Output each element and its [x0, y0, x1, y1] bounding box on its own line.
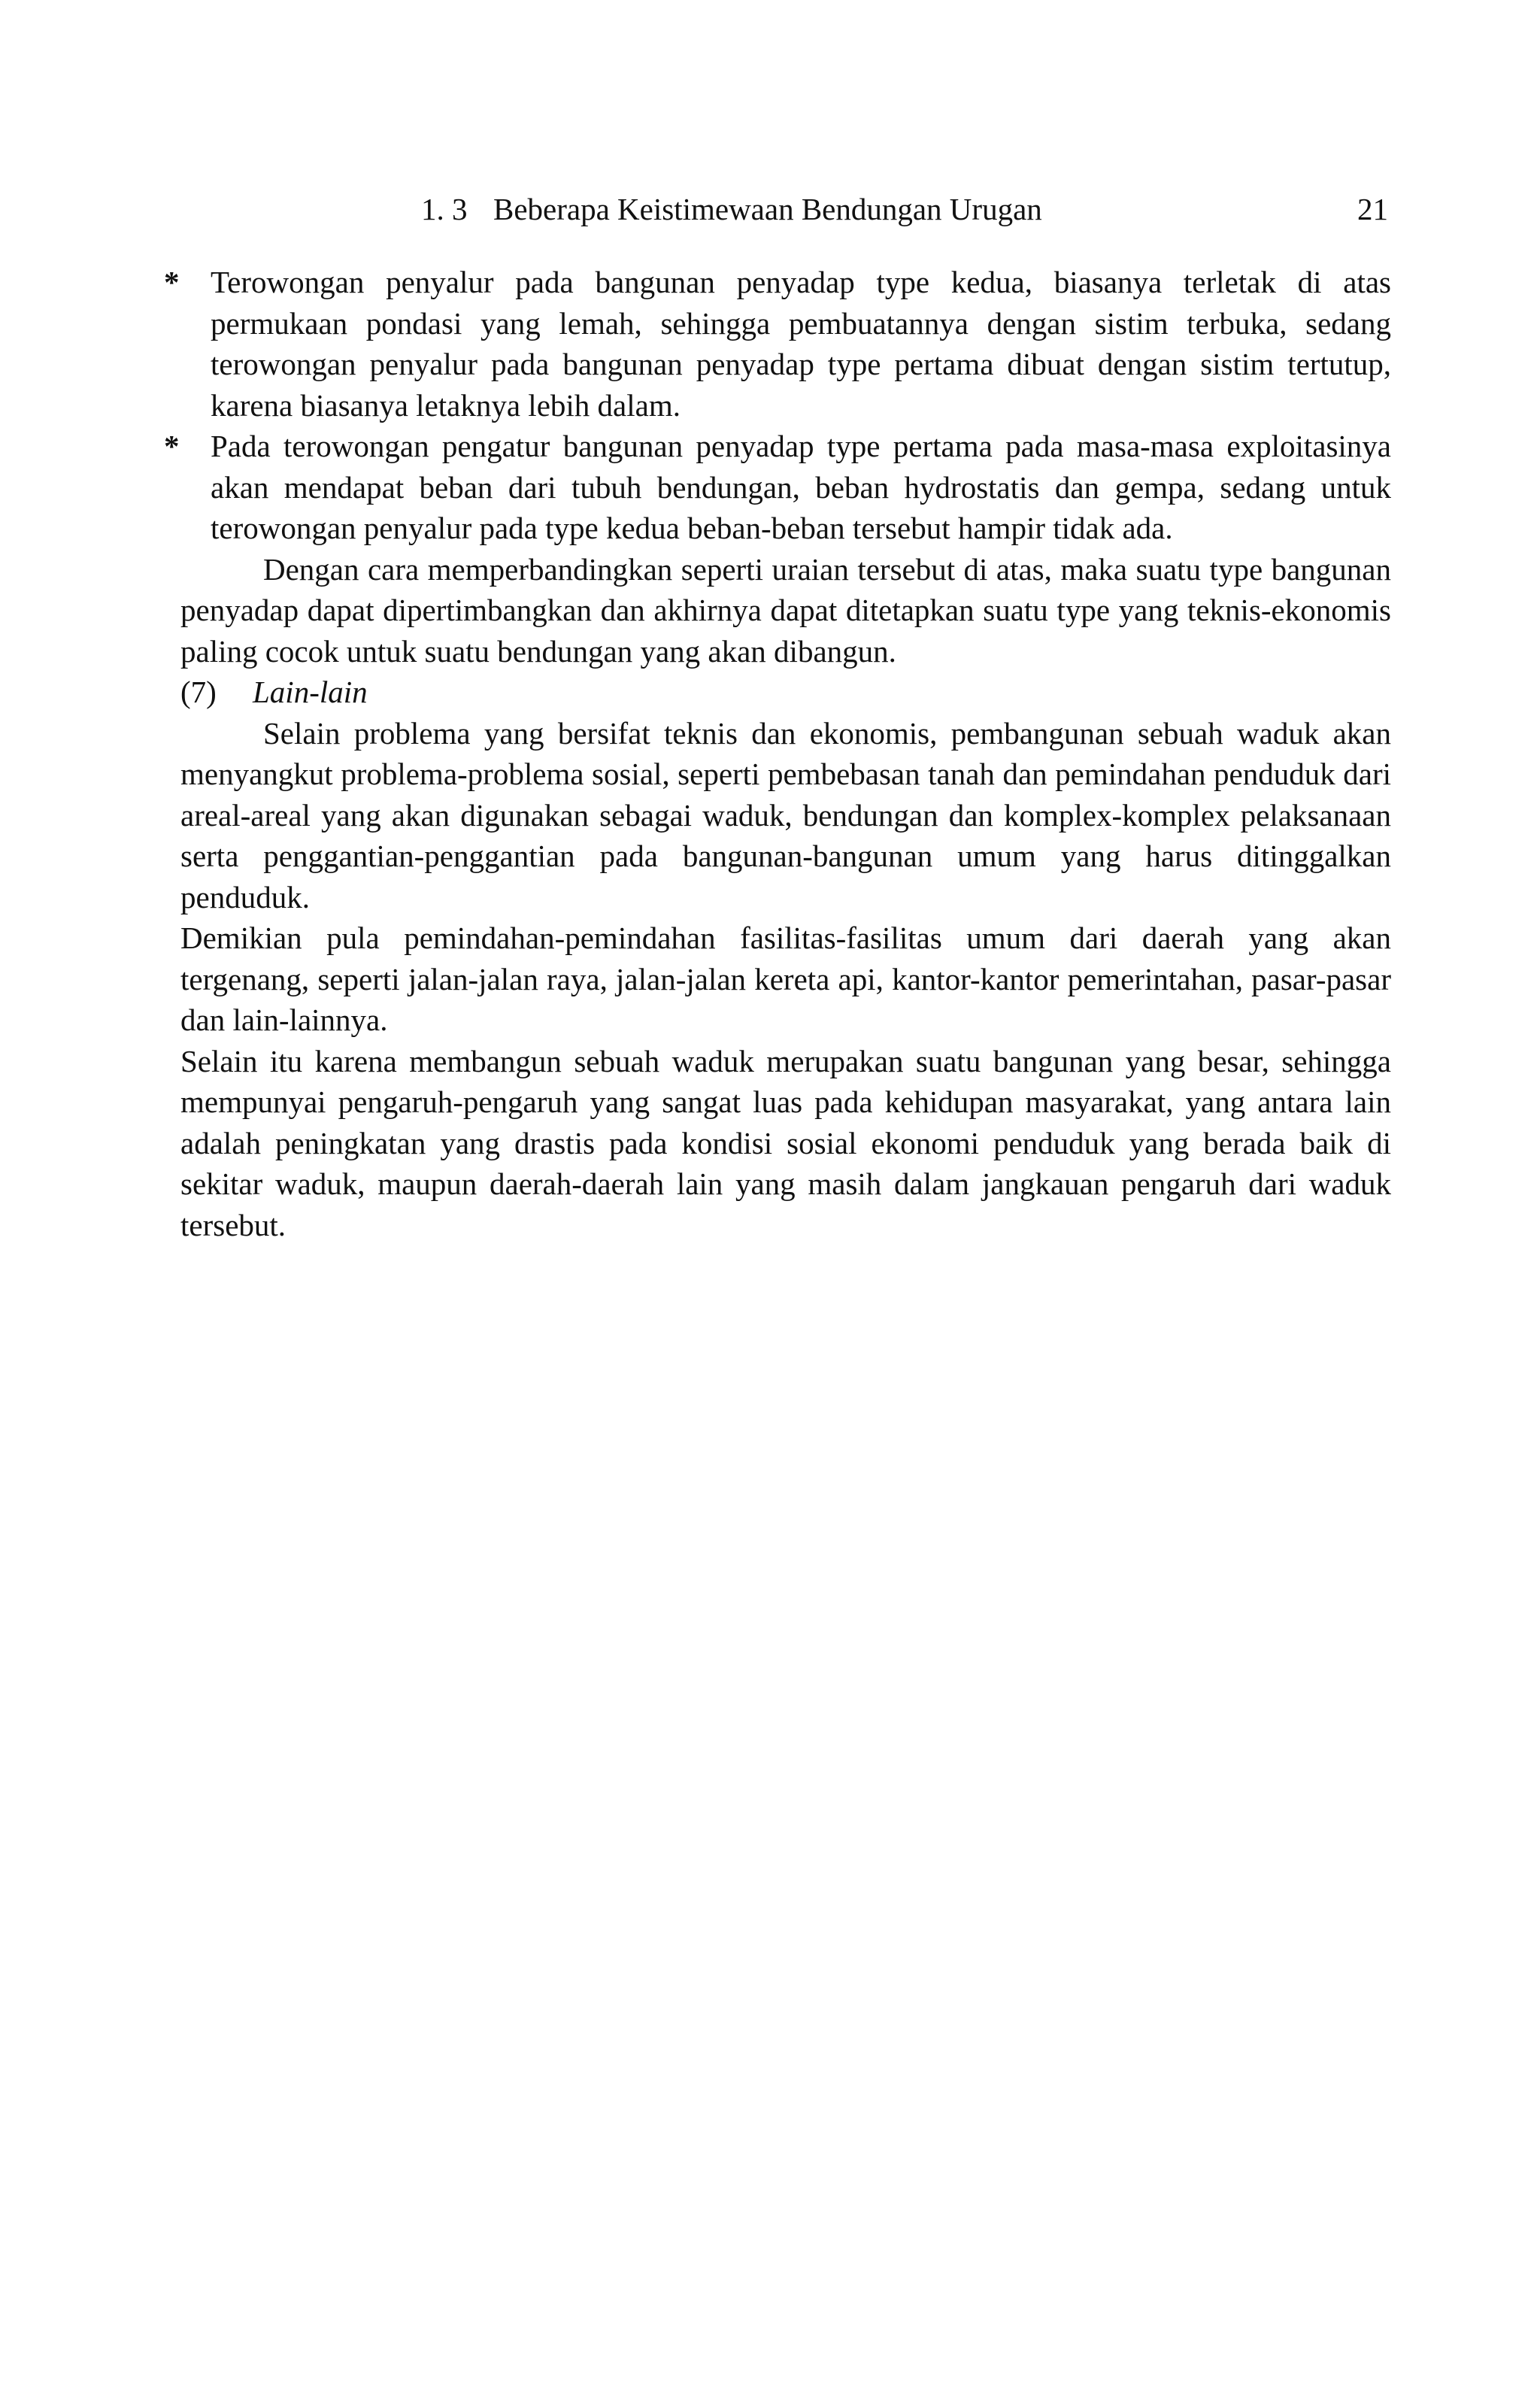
paragraph: Selain problema yang bersifat teknis dan ekonomis, pembangunan sebuah waduk akan menyangkut problema-problema sosial, seperti pembebasan tanah dan pemindahan penduduk dari areal-areal yang akan digunakan sebagai waduk, bendungan dan komplex-komplex pelaksanaan serta penggantian-penggantian pada bangunan-bangunan umum yang harus ditinggalkan penduduk. — [180, 715, 1391, 914]
subsection-heading — [180, 672, 1391, 713]
subsection-title: Lain-lain — [253, 675, 368, 709]
bullet-item — [164, 426, 1391, 549]
paragraph: Selain itu karena membangun sebuah waduk merupakan suatu bangunan yang besar, sehingga mempunyai pengaruh-pengaruh yang sangat luas pada kehidupan masyarakat, yang antara lain adalah peningkatan yang drastis pada kondisi sosial ekonomi penduduk yang berada baik di sekitar waduk, maupun daerah-daerah lain yang masih dalam jangkauan pengaruh dari waduk tersebut. — [180, 1043, 1391, 1242]
section-title: Beberapa Keistimewaan Bendungan Urugan — [493, 192, 1042, 226]
running-header — [421, 190, 1042, 229]
subsection-number: (7) — [180, 675, 217, 709]
paragraph: Dengan cara memperbandingkan seperti uraian tersebut di atas, maka suatu type bangunan penyadap dapat dipertimbangkan dan akhirnya dapat ditetapkan suatu type yang teknis-ekonomis paling cocok untuk suatu bendungan yang akan dibangun. — [180, 551, 1391, 669]
section-number: 1. 3 — [421, 192, 468, 226]
body-text — [164, 262, 1391, 1245]
paragraph: Demikian pula pemindahan-pemindahan fasilitas-fasilitas umum dari daerah yang akan tergenang, seperti jalan-jalan raya, jalan-jalan kereta api, kantor-kantor pemerintahan, pasar-pasar dan lain-lainnya. — [180, 921, 1391, 1037]
bullet-text: Terowongan penyalur pada bangunan penyadap type kedua, biasanya terletak di atas permukaan pondasi yang lemah, sehingga pembuatannya dengan sistim terbuka, sedang terowongan penyalur pada bangunan penyadap type pertama dibuat dengan sistim tertutup, karena biasanya letaknya lebih dalam. — [211, 265, 1391, 423]
page-number: 21 — [1357, 192, 1388, 226]
bullet-text: Pada terowongan pengatur bangunan penyadap type pertama pada masa-masa exploitasinya akan mendapat beban dari tubuh bendungan, beban hydrostatis dan gempa, sedang untuk terowongan penyalur pada type kedua beban-beban tersebut hampir tidak ada. — [211, 429, 1391, 545]
bullet-marker: * — [164, 429, 180, 463]
bullet-marker: * — [164, 265, 180, 299]
bullet-item — [164, 262, 1391, 426]
